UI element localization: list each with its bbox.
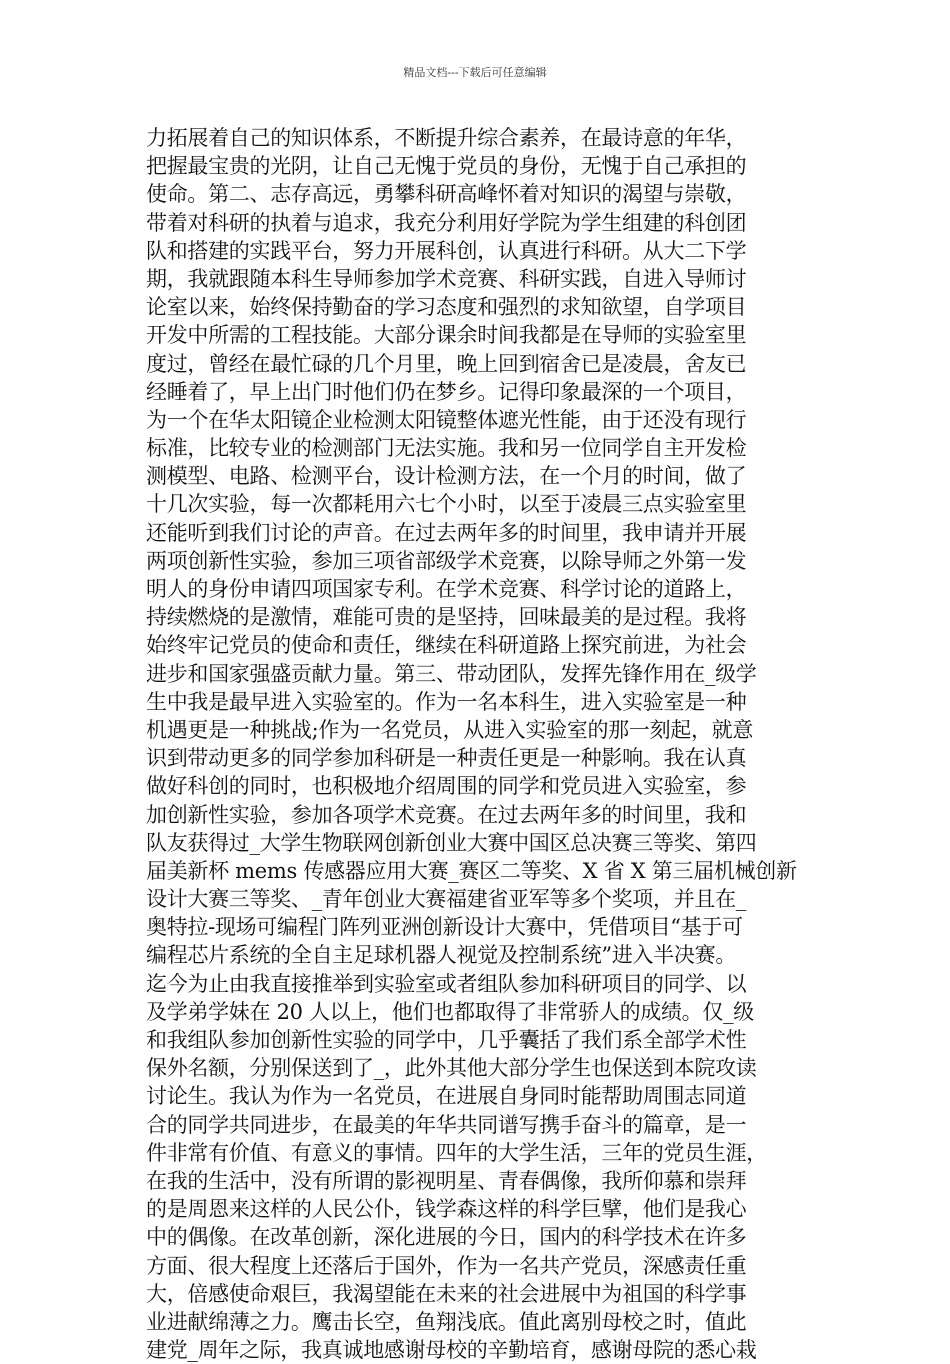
text-line: 合的同学共同进步，在最美的年华共同谱写携手奋斗的篇章，是一 [146,1112,747,1137]
text-line: 持续燃烧的是激情，难能可贵的是坚持，回味最美的是过程。我将 [146,605,747,630]
text-line: 加创新性实验，参加各项学术竞赛。在过去两年多的时间里，我和 [146,802,747,827]
text-line: 保外名额，分别保送到了_，此外其他大部分学生也保送到本院攻读 [146,1056,757,1081]
text-line: 队和搭建的实践平台，努力开展科创，认真进行科研。从大二下学 [146,238,747,263]
text-line: 带着对科研的执着与追求，我充分利用好学院为学生组建的科创团 [146,210,747,235]
text-line: 做好科创的同时，也积极地介绍周围的同学和党员进入实验室，参 [146,774,747,799]
text-line: 经睡着了，早上出门时他们仍在梦乡。记得印象最深的一个项目， [146,379,747,404]
text-line: 期，我就跟随本科生导师参加学术竞赛、科研实践，自进入导师讨 [146,266,747,291]
text-line: 业进献绵薄之力。鹰击长空，鱼翔浅底。值此离别母校之时，值此 [146,1309,747,1334]
text-line: 中的偶像。在改革创新，深化进展的今日，国内的科学技术在许多 [146,1225,747,1250]
text-line: 把握最宝贵的光阴，让自己无愧于党员的身份，无愧于自己承担的 [146,154,747,179]
text-line: 标准，比较专业的检测部门无法实施。我和另一位同学自主开发检 [146,436,747,461]
text-line: 队友获得过_大学生物联网创新创业大赛中国区总决赛三等奖、第四 [146,830,757,855]
text-line: 使命。第二、志存高远，勇攀科研高峰怀着对知识的渴望与崇敬， [146,182,747,207]
text-line: 为一个在华太阳镜企业检测太阳镜整体遮光性能，由于还没有现行 [146,407,747,432]
text-line: 奥特拉-现场可编程门阵列亚洲创新设计大赛中，凭借项目“基于可 [146,915,743,940]
text-line: 届美新杯 mems 传感器应用大赛_赛区二等奖、X 省 X 第三届机械创新 [146,858,797,883]
text-line: 两项创新性实验，参加三项省部级学术竞赛，以除导师之外第一发 [146,548,747,573]
text-line: 进步和国家强盛贡献力量。第三、带动团队，发挥先锋作用在_级学 [146,661,757,686]
text-line: 始终牢记党员的使命和责任，继续在科研道路上探究前进，为社会 [146,633,747,658]
text-line: 及学弟学妹在 20 人以上，他们也都取得了非常骄人的成绩。仅_级 [146,999,754,1024]
text-line: 还能听到我们讨论的声音。在过去两年多的时间里，我申请并开展 [146,520,747,545]
text-line: 迄今为止由我直接推举到实验室或者组队参加科研项目的同学、以 [146,971,747,996]
text-line: 大，倍感使命艰巨，我渴望能在未来的社会进展中为祖国的科学事 [146,1281,747,1306]
text-line: 和我组队参加创新性实验的同学中，几乎囊括了我们系全部学术性 [146,1028,747,1052]
text-line: 明人的身份申请四项国家专利。在学术竞赛、科学讨论的道路上， [146,577,747,601]
text-line: 方面、很大程度上还落后于国外，作为一名共产党员，深感责任重 [146,1253,747,1278]
text-line: 度过，曾经在最忙碌的几个月里，晚上回到宿舍已是凌晨，舍友已 [146,351,747,376]
page-header: 精品文档---下载后可任意编辑 [403,66,547,79]
text-line: 在我的生活中，没有所谓的影视明星、青春偶像，我所仰慕和崇拜 [146,1168,747,1193]
text-line: 开发中所需的工程技能。大部分课余时间我都是在导师的实验室里 [146,323,747,348]
text-line: 建党_周年之际，我真诚地感谢母校的辛勤培育，感谢母院的悉心栽 [146,1338,757,1363]
text-line: 论室以来，始终保持勤奋的学习态度和强烈的求知欲望，自学项目 [146,295,747,320]
text-line: 十几次实验，每一次都耗用六七个小时，以至于凌晨三点实验室里 [146,492,747,517]
text-line: 讨论生。我认为作为一名党员，在进展自身同时能帮助周围志同道 [146,1084,747,1109]
text-line: 生中我是最早进入实验室的。作为一名本科生，进入实验室是一种 [146,689,747,714]
text-line: 设计大赛三等奖、_青年创业大赛福建省亚军等多个奖项，并且在_ [146,887,746,912]
text-line: 编程芯片系统的全自主足球机器人视觉及控制系统”进入半决赛。 [146,943,737,968]
text-line: 机遇更是一种挑战;作为一名党员，从进入实验室的那一刻起，就意 [146,717,754,742]
text-line: 测模型、电路、检测平台，设计检测方法，在一个月的时间，做了 [146,464,747,489]
text-line: 的是周恩来这样的人民公仆，钱学森这样的科学巨擘，他们是我心 [146,1197,747,1222]
text-line: 识到带动更多的同学参加科研是一种责任更是一种影响。我在认真 [146,746,747,771]
text-line: 力拓展着自己的知识体系，不断提升综合素养，在最诗意的年华， [146,126,747,150]
text-line: 件非常有价值、有意义的事情。四年的大学生活，三年的党员生涯， [146,1140,767,1165]
body-text [146,124,816,1364]
